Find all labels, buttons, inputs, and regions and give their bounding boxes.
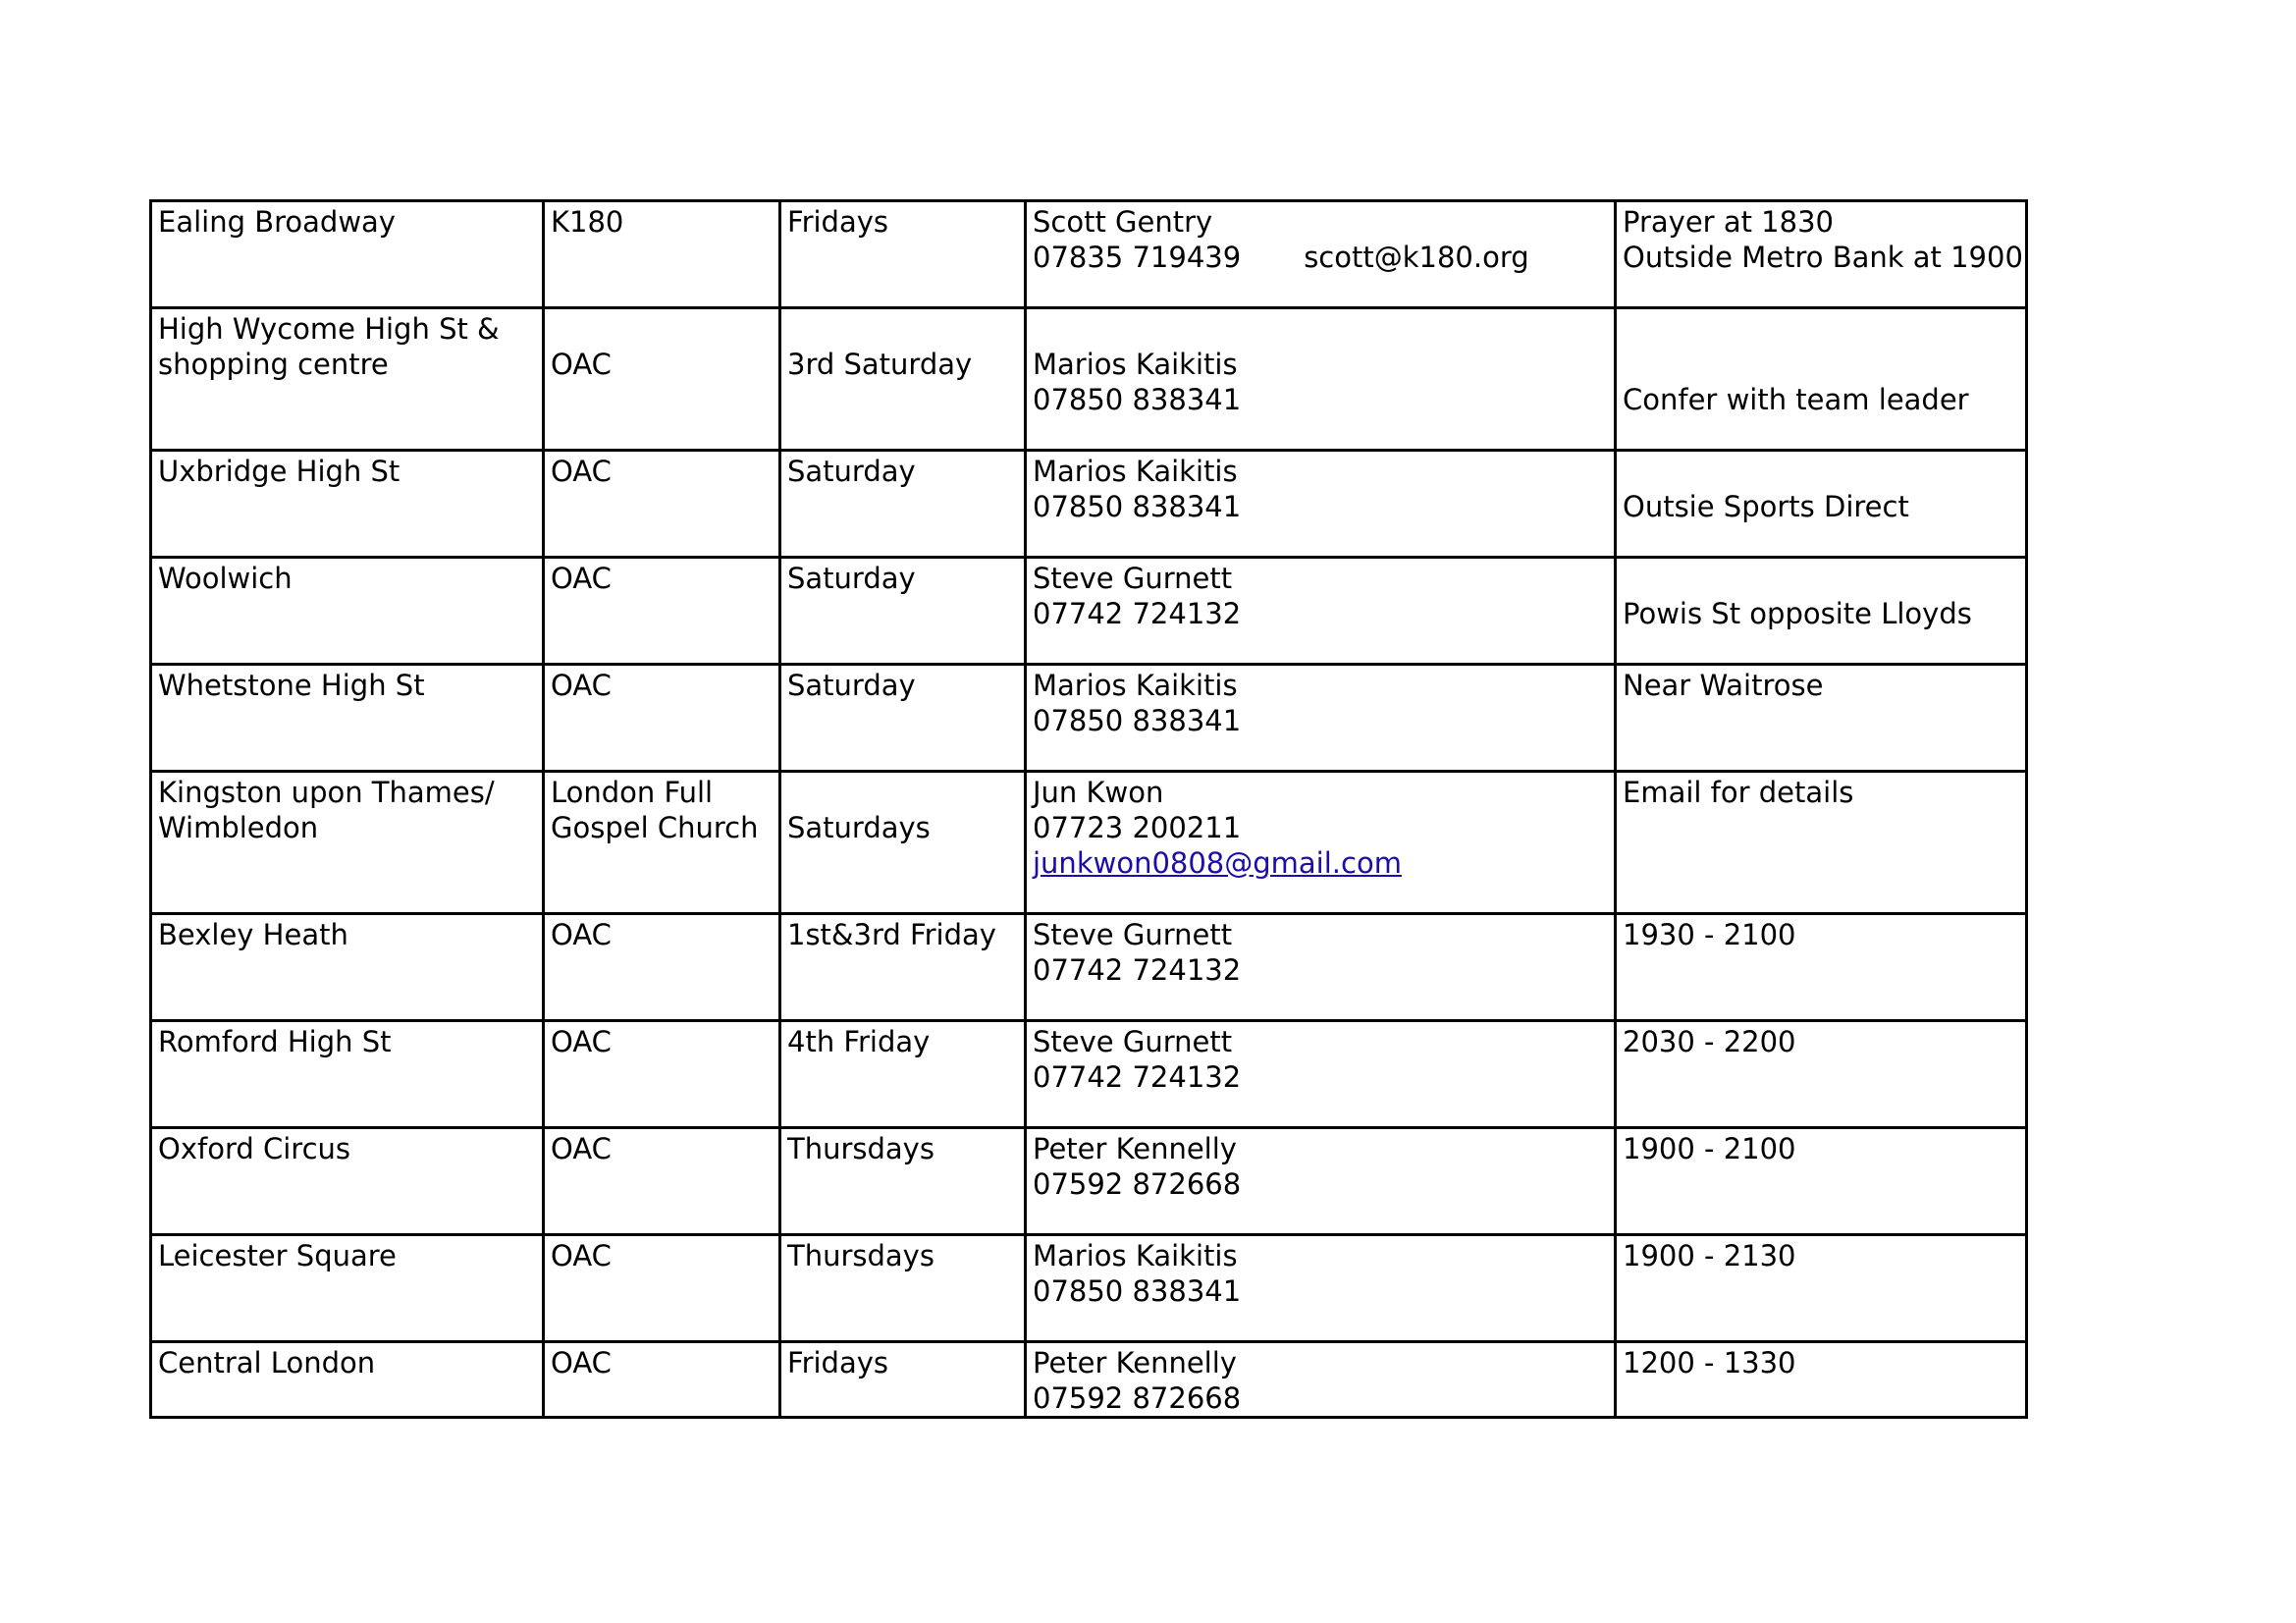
contact-cell	[1026, 201, 1616, 308]
contact-phone: 07742 724132	[1033, 597, 1242, 630]
notes-cell: 1200 - 1330	[1616, 1342, 2027, 1418]
organisation-cell: OAC	[544, 558, 780, 665]
frequency-cell: Thursdays	[780, 1235, 1026, 1342]
contact-cell	[1026, 1342, 1616, 1418]
organisation-cell: OAC	[544, 1128, 780, 1235]
location-cell: Leicester Square	[151, 1235, 544, 1342]
organisation-cell: OAC	[544, 1021, 780, 1128]
frequency-cell: Saturdays	[780, 772, 1026, 914]
location-cell: Bexley Heath	[151, 914, 544, 1021]
table-row	[151, 558, 2027, 665]
notes-cell: Powis St opposite Lloyds	[1616, 558, 2027, 665]
location-cell: Kingston upon Thames/ Wimbledon	[151, 772, 544, 914]
frequency-cell: Fridays	[780, 1342, 1026, 1418]
table-row	[151, 1342, 2027, 1418]
contact-phone: 07742 724132	[1033, 1060, 1242, 1094]
contact-name: Marios Kaikitis	[1033, 1239, 1238, 1272]
contact-phone: 07592 872668	[1033, 1381, 1242, 1415]
contact-name: Peter Kennelly	[1033, 1346, 1237, 1380]
organisation-cell: London Full Gospel Church	[544, 772, 780, 914]
contact-email-link[interactable]: junkwon0808@gmail.com	[1033, 846, 1402, 880]
contact-cell	[1026, 772, 1616, 914]
frequency-cell: Saturday	[780, 665, 1026, 772]
location-cell: Whetstone High St	[151, 665, 544, 772]
contact-cell	[1026, 665, 1616, 772]
table-row	[151, 665, 2027, 772]
table-row	[151, 914, 2027, 1021]
location-cell: Oxford Circus	[151, 1128, 544, 1235]
frequency-cell: 3rd Saturday	[780, 308, 1026, 451]
contact-phone: 07850 838341	[1033, 383, 1242, 416]
contact-email: scott@k180.org	[1304, 241, 1529, 274]
location-cell: Ealing Broadway	[151, 201, 544, 308]
contact-name: Marios Kaikitis	[1033, 669, 1238, 702]
contact-name: Steve Gurnett	[1033, 562, 1233, 595]
organisation-cell: OAC	[544, 451, 780, 558]
organisation-cell: OAC	[544, 914, 780, 1021]
contact-name: Scott Gentry	[1033, 205, 1213, 239]
contact-phone: 07850 838341	[1033, 490, 1242, 523]
location-cell: High Wycome High St & shopping centre	[151, 308, 544, 451]
notes-cell: 1930 - 2100	[1616, 914, 2027, 1021]
contact-phone: 07850 838341	[1033, 1274, 1242, 1308]
frequency-cell: 1st&3rd Friday	[780, 914, 1026, 1021]
contact-name: Steve Gurnett	[1033, 918, 1233, 951]
table-row	[151, 772, 2027, 914]
frequency-cell: Saturday	[780, 451, 1026, 558]
location-cell: Woolwich	[151, 558, 544, 665]
organisation-cell: OAC	[544, 1342, 780, 1418]
contact-phone: 07835 719439	[1033, 241, 1242, 274]
frequency-cell: Saturday	[780, 558, 1026, 665]
contact-name: Steve Gurnett	[1033, 1025, 1233, 1058]
notes-cell: Near Waitrose	[1616, 665, 2027, 772]
contact-cell	[1026, 558, 1616, 665]
contact-cell	[1026, 1128, 1616, 1235]
table-row	[151, 1235, 2027, 1342]
frequency-cell: 4th Friday	[780, 1021, 1026, 1128]
organisation-cell: OAC	[544, 308, 780, 451]
contact-phone: 07723 200211	[1033, 811, 1242, 844]
organisation-cell: OAC	[544, 1235, 780, 1342]
notes-cell: Prayer at 1830 Outside Metro Bank at 1900	[1616, 201, 2027, 308]
notes-cell: Outsie Sports Direct	[1616, 451, 2027, 558]
contact-name: Jun Kwon	[1033, 776, 1164, 809]
contact-name: Marios Kaikitis	[1033, 455, 1238, 488]
table-row	[151, 308, 2027, 451]
outreach-schedule-table	[149, 199, 2028, 1419]
table-row	[151, 451, 2027, 558]
location-cell: Romford High St	[151, 1021, 544, 1128]
notes-cell: 1900 - 2100	[1616, 1128, 2027, 1235]
frequency-cell: Thursdays	[780, 1128, 1026, 1235]
contact-cell	[1026, 914, 1616, 1021]
table-row	[151, 1128, 2027, 1235]
contact-cell	[1026, 308, 1616, 451]
organisation-cell: K180	[544, 201, 780, 308]
notes-cell: Confer with team leader	[1616, 308, 2027, 451]
contact-name: Peter Kennelly	[1033, 1132, 1237, 1165]
notes-cell: Email for details	[1616, 772, 2027, 914]
contact-cell	[1026, 451, 1616, 558]
table-row	[151, 1021, 2027, 1128]
organisation-cell: OAC	[544, 665, 780, 772]
table-row	[151, 201, 2027, 308]
notes-cell: 1900 - 2130	[1616, 1235, 2027, 1342]
location-cell: Central London	[151, 1342, 544, 1418]
notes-cell: 2030 - 2200	[1616, 1021, 2027, 1128]
contact-cell	[1026, 1021, 1616, 1128]
contact-cell	[1026, 1235, 1616, 1342]
contact-phone: 07850 838341	[1033, 704, 1242, 737]
contact-phone: 07592 872668	[1033, 1167, 1242, 1201]
frequency-cell: Fridays	[780, 201, 1026, 308]
location-cell: Uxbridge High St	[151, 451, 544, 558]
contact-name: Marios Kaikitis	[1033, 348, 1238, 381]
contact-phone: 07742 724132	[1033, 953, 1242, 987]
